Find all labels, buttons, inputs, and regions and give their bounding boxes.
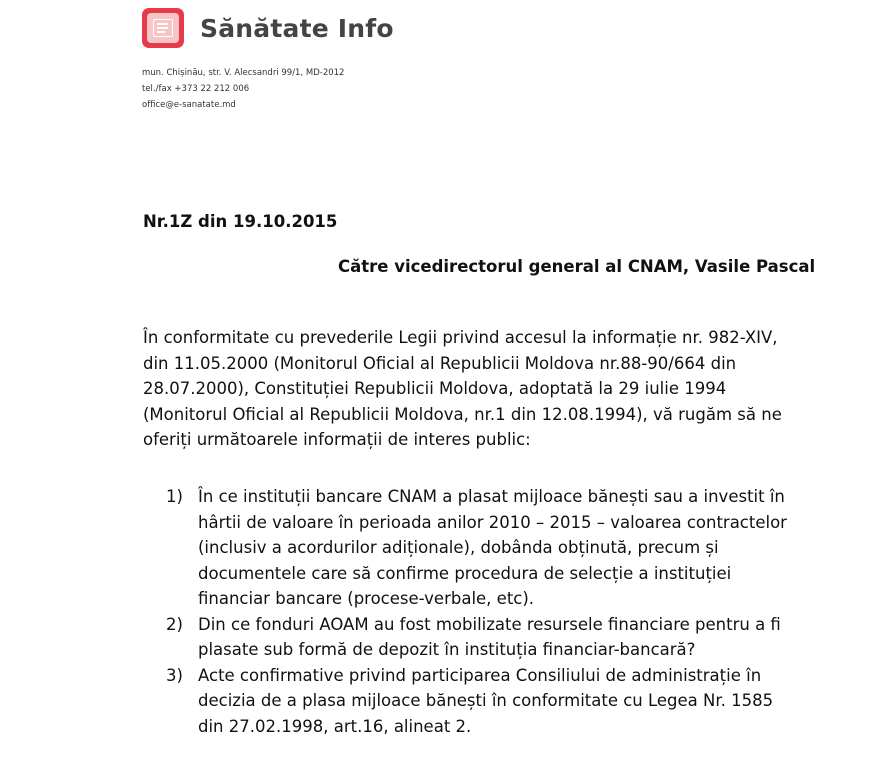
item-line: din 27.02.1998, art.16, alineat 2. (198, 716, 472, 736)
list-item (143, 612, 787, 663)
intro-line: oferiți următoarele informații de interes public: (143, 430, 531, 449)
address: mun. Chișinău, str. V. Alecsandri 99/1, MD-2012 (142, 68, 345, 78)
contact-block (142, 65, 394, 113)
item-line: plasate sub formă de depozit în instituția financiar-bancară? (198, 640, 696, 659)
request-list (143, 484, 787, 739)
item-number: 2) (166, 614, 183, 634)
intro-line: În conformitate cu prevederile Legii privind accesul la informație nr. 982-XIV, (143, 328, 778, 347)
document-icon (142, 8, 184, 48)
phone: tel./fax +373 22 212 006 (142, 84, 250, 94)
item-line: Acte confirmative privind participarea Consiliului de administrație în (198, 665, 762, 685)
intro-line: (Monitorul Oficial al Republicii Moldova, nr.1 din 12.08.1994), vă rugăm să ne (143, 404, 782, 424)
list-item (143, 484, 787, 612)
document-number: Nr.1Z din 19.10.2015 (143, 212, 338, 231)
item-line: Din ce fonduri AOAM au fost mobilizate resursele financiare pentru a fi (198, 614, 781, 634)
letterhead (142, 8, 394, 113)
recipient-line: Către vicedirectorul general al CNAM, Vasile Pascal (338, 257, 816, 276)
item-line: financiar bancare (procese-verbale, etc). (198, 589, 535, 608)
brand-name: Sănătate Info (200, 13, 394, 43)
item-line: decizia de a plasa mijloace bănești în conformitate cu Legea Nr. 1585 (198, 691, 774, 710)
item-line: hârtii de valoare în perioada anilor 2010 – 2015 – valoarea contractelor (198, 512, 787, 532)
list-item (143, 663, 787, 740)
item-number: 3) (166, 665, 183, 685)
intro-paragraph (143, 325, 883, 453)
intro-line: 28.07.2000), Constituției Republicii Moldova, adoptată la 29 iulie 1994 (143, 379, 727, 398)
item-line: (inclusiv a acordurilor adiționale), dobânda obținută, precum și (198, 538, 719, 557)
item-line: În ce instituții bancare CNAM a plasat mijloace bănești sau a investit în (198, 487, 785, 506)
item-number: 1) (166, 487, 183, 506)
email: office@e-sanatate.md (142, 100, 236, 110)
brand-row (142, 8, 394, 48)
intro-line: din 11.05.2000 (Monitorul Oficial al Republicii Moldova nr.88-90/664 din (143, 353, 737, 373)
item-line: documentele care să confirme procedura de selecție a instituției (198, 563, 732, 583)
